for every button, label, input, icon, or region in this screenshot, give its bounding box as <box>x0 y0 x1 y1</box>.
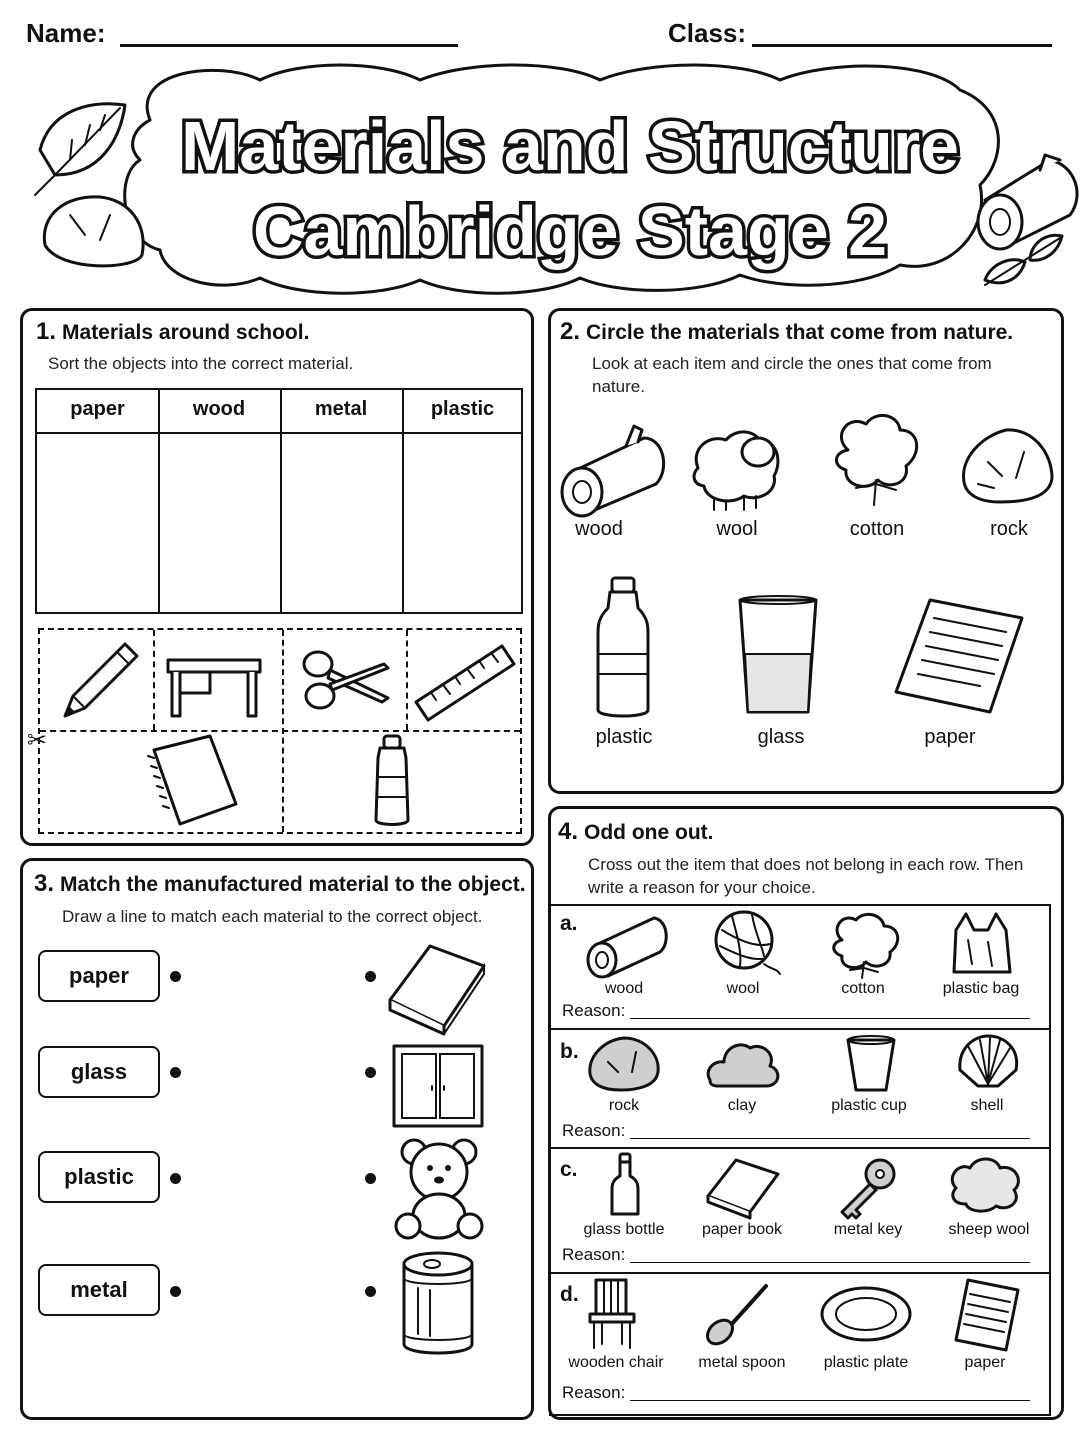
row-d-item-wooden-chair: wooden chair <box>568 1354 664 1371</box>
row-b-plastic-cup-icon[interactable] <box>842 1034 902 1094</box>
row-b-shell-icon[interactable] <box>954 1032 1024 1092</box>
row-a-wool-icon[interactable] <box>712 908 782 978</box>
section-4-instruction: Cross out the item that does not belong in each row. Then write a reason for your choice. <box>588 855 1024 897</box>
row-a-wood-icon[interactable] <box>584 910 674 980</box>
row-b-item-clay: clay <box>727 1097 757 1114</box>
drop-zone-paper[interactable] <box>37 434 158 610</box>
desk-icon[interactable] <box>160 638 270 728</box>
pencil-icon[interactable] <box>55 638 145 728</box>
row-b-rock-icon[interactable] <box>586 1034 666 1094</box>
section-3-title <box>34 870 526 898</box>
match-dot-paper[interactable] <box>170 971 181 982</box>
row-a-cotton-icon[interactable] <box>826 910 906 980</box>
row-b-reason-label: Reason: <box>562 1121 626 1140</box>
row-b-item-rock: rock <box>608 1097 640 1114</box>
scissors-icon[interactable] <box>298 642 398 722</box>
notebook-icon[interactable] <box>140 732 250 832</box>
section-3-title-text: Match the manufactured material to the object. <box>60 873 526 896</box>
row-d-reason-label: Reason: <box>562 1383 626 1402</box>
section-3-instruction: Draw a line to match each material to the correct object. <box>62 907 483 926</box>
book-icon <box>384 940 494 1030</box>
match-dot-metal[interactable] <box>170 1286 181 1297</box>
material-box-plastic: plastic <box>38 1151 160 1203</box>
match-dot-glass[interactable] <box>170 1067 181 1078</box>
nature-label-wool: wool <box>716 518 758 540</box>
can-icon <box>400 1248 480 1358</box>
scissors-cut-icon: ✂ <box>27 727 48 754</box>
row-b-letter: b. <box>560 1040 579 1063</box>
row-c-glass-bottle-icon[interactable] <box>606 1150 646 1220</box>
nature-label-rock: rock <box>990 518 1028 540</box>
row-c-item-metal-key: metal key <box>833 1221 903 1238</box>
rock-item-icon[interactable] <box>958 422 1058 512</box>
row-d-metal-spoon-icon[interactable] <box>702 1280 772 1350</box>
material-box-metal: metal <box>38 1264 160 1316</box>
title-line2: Cambridge Stage 2 <box>252 192 888 270</box>
window-icon <box>390 1042 490 1134</box>
plastic-bottle-icon[interactable] <box>594 574 654 724</box>
row-c-metal-key-icon[interactable] <box>834 1156 904 1226</box>
row-c-item-paper-book: paper book <box>701 1221 783 1238</box>
row-b-clay-icon[interactable] <box>704 1034 784 1094</box>
row-a-reason-line[interactable] <box>630 1018 1030 1019</box>
section-2-title <box>560 318 1013 346</box>
nature-label-wood: wood <box>575 518 623 540</box>
nature-label-plastic: plastic <box>595 726 653 748</box>
section-1-title-text: Materials around school. <box>62 321 310 344</box>
row-b-reason-line[interactable] <box>630 1138 1030 1139</box>
row-c-sheep-wool-icon[interactable] <box>946 1154 1026 1214</box>
row-b-item-plastic-cup: plastic cup <box>831 1097 907 1114</box>
row-a-reason-label: Reason: <box>562 1001 626 1020</box>
material-box-glass: glass <box>38 1046 160 1098</box>
row-a-item-wood: wood <box>604 980 644 997</box>
column-metal: metal <box>314 398 368 420</box>
match-dot-book[interactable] <box>365 971 376 982</box>
section-2-title-text: Circle the materials that come from nature. <box>586 321 1014 344</box>
section-4-title-text: Odd one out. <box>584 821 714 844</box>
row-a-letter: a. <box>560 912 578 935</box>
section-2-number: 2. <box>560 318 581 345</box>
leaf-icon <box>35 104 125 195</box>
row-a-item-plastic-bag: plastic bag <box>942 980 1020 997</box>
section-4-title <box>558 818 714 846</box>
row-d-item-plastic-plate: plastic plate <box>823 1354 909 1371</box>
paper-sheet-icon[interactable] <box>890 596 1030 716</box>
wood-log-icon[interactable] <box>556 420 676 520</box>
row-c-item-glass-bottle: glass bottle <box>583 1221 665 1238</box>
drop-zone-metal[interactable] <box>281 434 402 610</box>
water-bottle-icon[interactable] <box>368 732 418 832</box>
drop-zone-plastic[interactable] <box>403 434 522 610</box>
glass-icon[interactable] <box>736 594 826 724</box>
row-a-plastic-bag-icon[interactable] <box>948 910 1018 980</box>
column-wood: wood <box>192 398 246 420</box>
section-3-number: 3. <box>34 870 55 897</box>
cotton-icon[interactable] <box>826 410 926 510</box>
row-c-letter: c. <box>560 1158 578 1181</box>
section-1-instruction: Sort the objects into the correct material. <box>48 354 354 373</box>
nature-label-glass: glass <box>757 726 805 748</box>
section-1-number: 1. <box>36 318 57 345</box>
section-1-title <box>36 318 309 346</box>
sorting-table <box>35 388 523 614</box>
material-box-paper: paper <box>38 950 160 1002</box>
column-paper: paper <box>70 398 125 420</box>
title-line1: Materials and Structure <box>181 107 959 185</box>
row-a-item-wool: wool <box>726 980 760 997</box>
match-dot-teddy[interactable] <box>365 1173 376 1184</box>
row-c-reason-line[interactable] <box>630 1262 1030 1263</box>
row-c-reason-label: Reason: <box>562 1245 626 1264</box>
nature-label-cotton: cotton <box>849 518 905 540</box>
row-d-item-paper: paper <box>964 1354 1006 1371</box>
column-plastic: plastic <box>430 398 495 420</box>
match-dot-plastic[interactable] <box>170 1173 181 1184</box>
name-label: Name: <box>26 18 106 48</box>
match-dot-can[interactable] <box>365 1286 376 1297</box>
class-label: Class: <box>668 18 747 48</box>
row-d-item-metal-spoon: metal spoon <box>698 1354 786 1371</box>
match-dot-window[interactable] <box>365 1067 376 1078</box>
sheep-icon[interactable] <box>686 418 796 518</box>
teddy-bear-icon <box>392 1136 492 1246</box>
row-a-item-cotton: cotton <box>841 980 885 997</box>
row-d-paper-icon[interactable] <box>952 1276 1022 1356</box>
row-c-item-sheep-wool: sheep wool <box>948 1221 1030 1238</box>
row-b-item-shell: shell <box>970 1097 1004 1114</box>
row-d-plastic-plate-icon[interactable] <box>818 1286 918 1346</box>
row-d-letter: d. <box>560 1283 579 1306</box>
section-4-number: 4. <box>558 818 579 845</box>
drop-zone-wood[interactable] <box>159 434 280 610</box>
row-d-wooden-chair-icon[interactable] <box>586 1274 646 1354</box>
row-c-paper-book-icon[interactable] <box>704 1156 784 1216</box>
rock-icon <box>44 197 143 266</box>
section-2-instruction: Look at each item and circle the ones that come from nature. <box>592 354 992 396</box>
title-banner <box>0 0 1086 300</box>
nature-label-paper: paper <box>924 726 976 748</box>
row-d-reason-line[interactable] <box>630 1400 1030 1401</box>
ruler-icon[interactable] <box>410 636 520 726</box>
